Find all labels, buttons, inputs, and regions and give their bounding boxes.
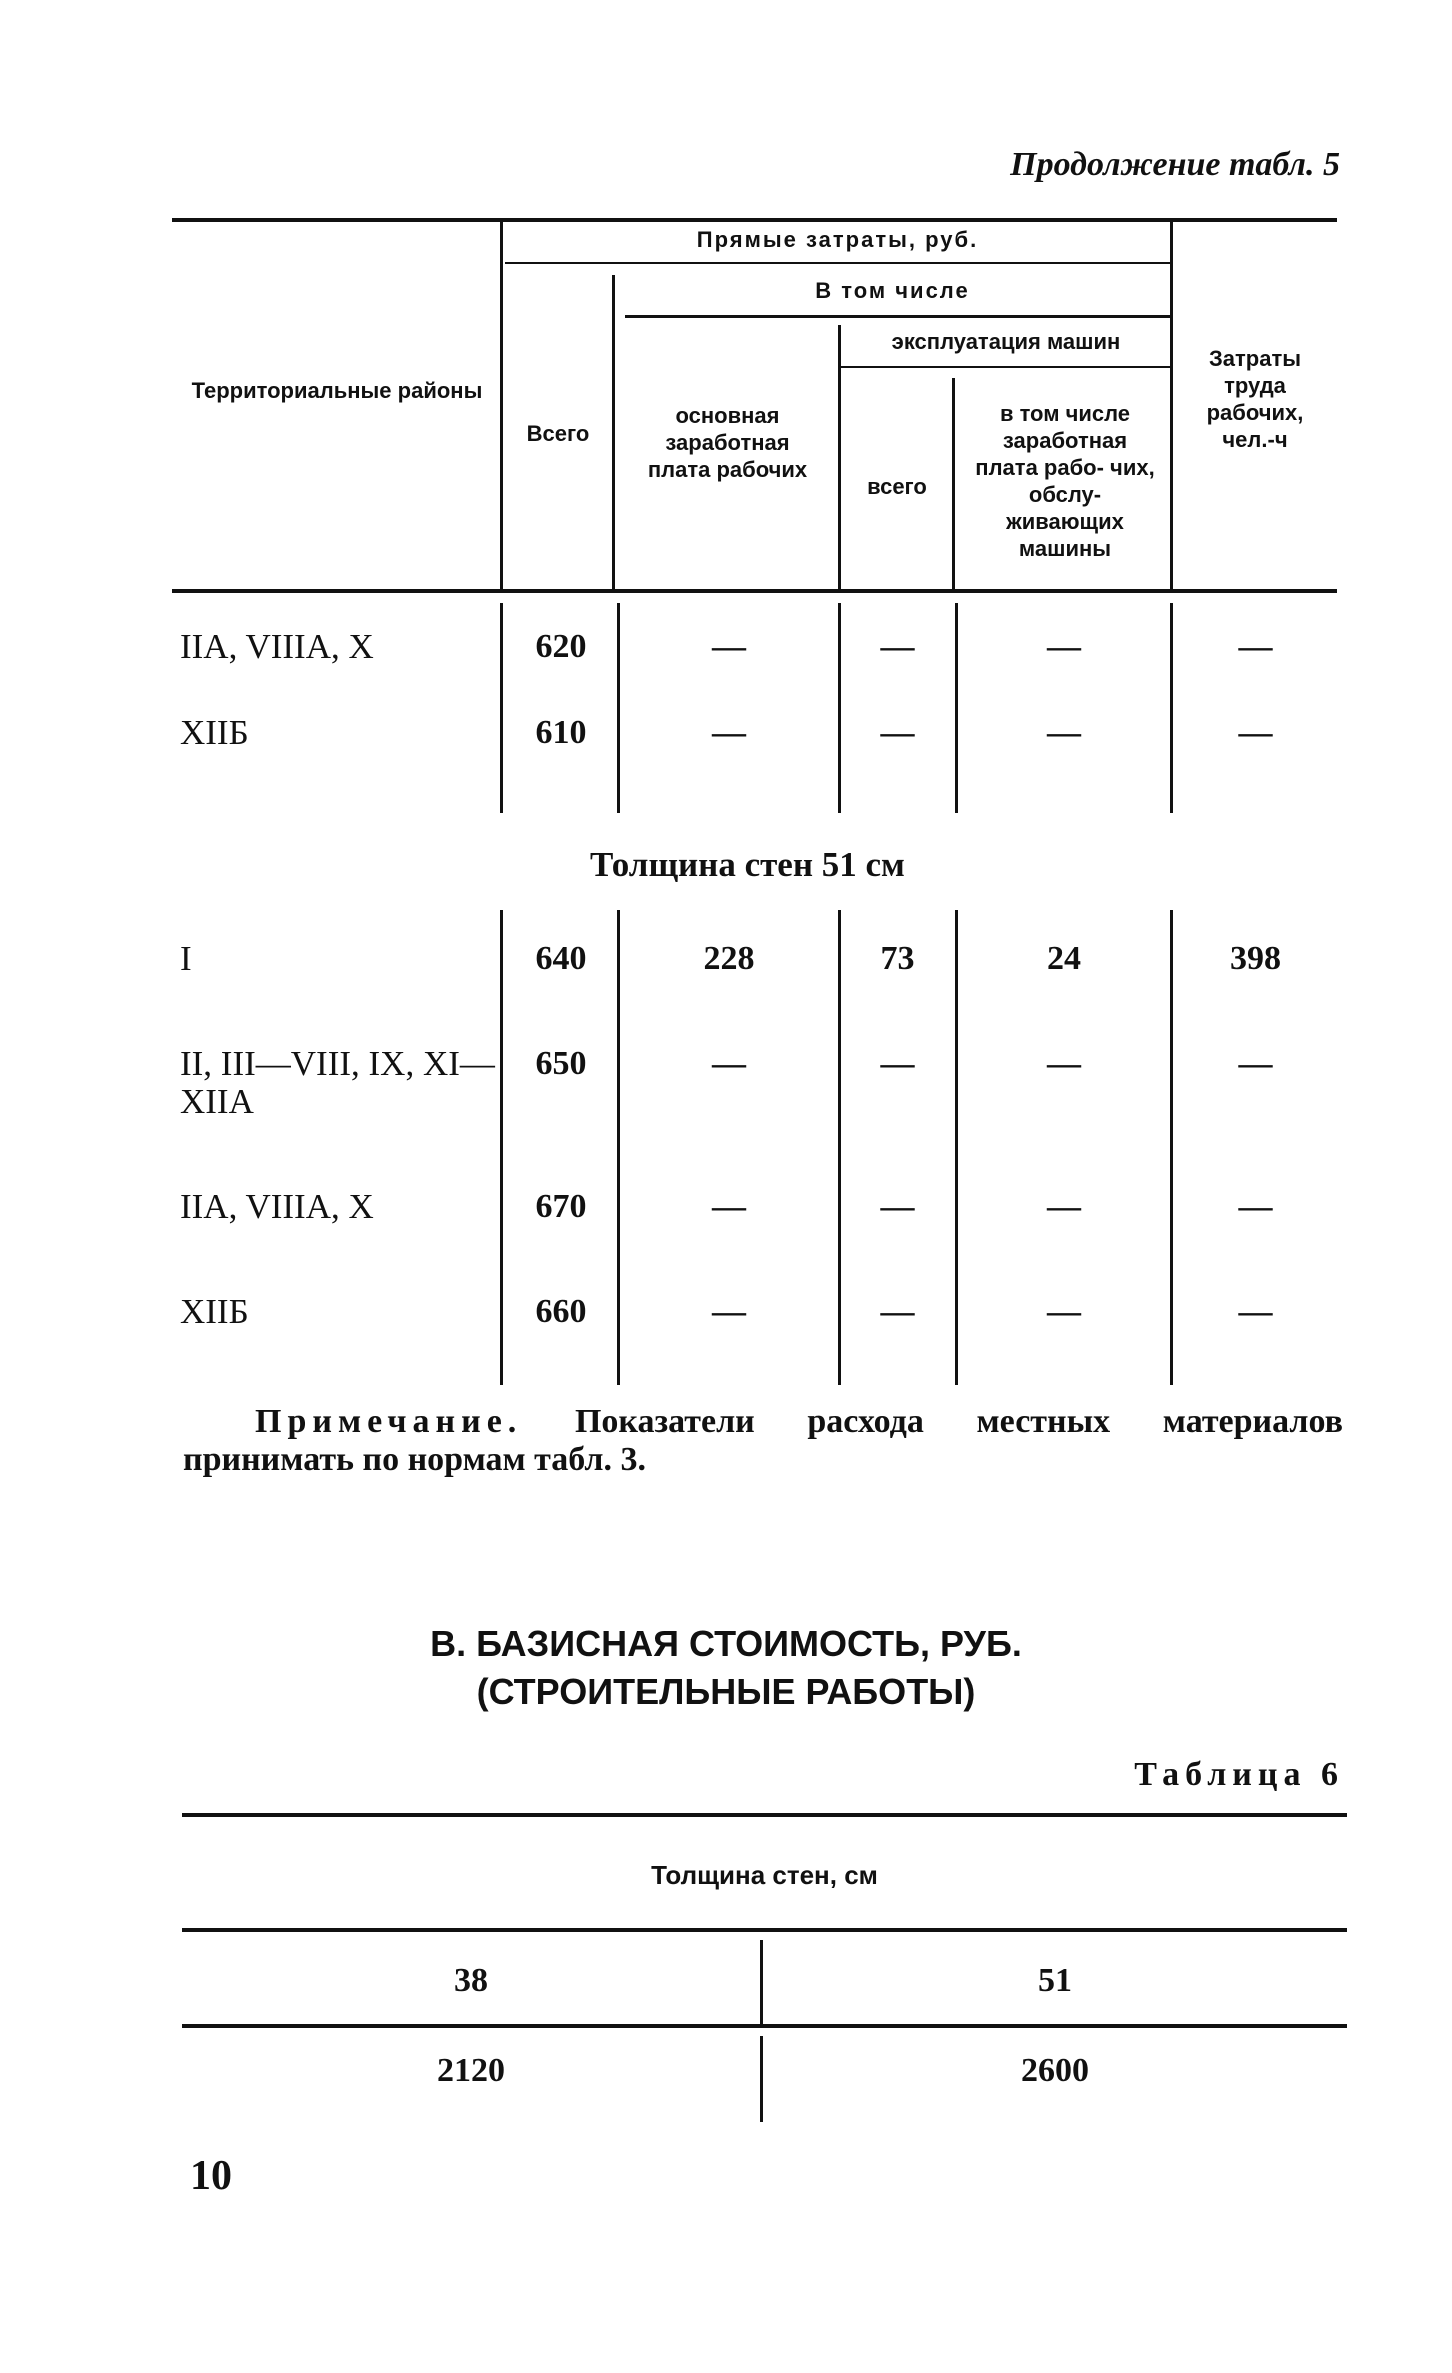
table-6-header: Толщина стен, см <box>651 1860 878 1890</box>
table-6-value-38: 2120 <box>437 2052 505 2089</box>
section-heading-line-1: В. БАЗИСНАЯ СТОИМОСТЬ, РУБ. <box>430 1623 1022 1664</box>
note-text: Показатели расхода местных материалов принимать по нормам табл. 3. <box>183 1403 1344 1478</box>
cell-total: 610 <box>535 714 587 751</box>
rule-under-including <box>625 315 1170 318</box>
table-row <box>0 1293 1452 1343</box>
table-row <box>0 714 1452 764</box>
cell-total: 620 <box>535 628 587 665</box>
header-vline-4 <box>952 378 955 590</box>
cell-machine-wage: — <box>1047 1293 1081 1330</box>
header-total: Всего <box>526 421 590 446</box>
cell-total: 640 <box>535 940 587 977</box>
table-6-header-rule <box>182 1928 1347 1932</box>
cell-base-wage: — <box>712 1293 746 1330</box>
table-6-mid-rule <box>182 2024 1347 2028</box>
page-number: 10 <box>190 2153 232 2199</box>
cell-total: 650 <box>535 1045 587 1082</box>
cell-labor: — <box>1238 1045 1273 1082</box>
cell-base-wage: — <box>712 714 746 751</box>
section-heading-line-2: (СТРОИТЕЛЬНЫЕ РАБОТЫ) <box>476 1671 976 1712</box>
cell-base-wage: — <box>712 1188 746 1225</box>
header-including: В том числе <box>815 278 970 303</box>
header-base-wage: основная заработная плата рабочих <box>647 403 808 482</box>
cell-machine-wage: — <box>1047 628 1081 665</box>
rule-under-machine-operation <box>840 366 1170 368</box>
cell-labor: 398 <box>1230 940 1281 977</box>
row-region: XIIБ <box>180 713 249 752</box>
cell-machine-total: 73 <box>880 940 915 977</box>
cell-machine-total: — <box>880 1293 915 1330</box>
cell-base-wage: — <box>712 628 746 665</box>
cell-machine-wage: — <box>1047 714 1081 751</box>
header-machine-wage: в том числе заработная плата рабо- чих, обслу- живающих машины <box>975 401 1155 561</box>
header-vline-3 <box>838 325 841 590</box>
table-6-top-rule <box>182 1813 1347 1817</box>
header-vline-5 <box>1170 220 1173 590</box>
header-vline-2 <box>612 275 615 590</box>
header-direct-costs: Прямые затраты, руб. <box>696 227 979 252</box>
header-machine-total: всего <box>867 474 927 499</box>
row-region: IIA, VIIIA, X <box>180 1187 374 1226</box>
row-region: II, III—VIII, IX, XI—XIIA <box>180 1044 495 1121</box>
header-bottom-rule <box>172 589 1337 593</box>
cell-base-wage: — <box>712 1045 746 1082</box>
row-region: I <box>180 939 192 978</box>
table-row <box>0 1188 1452 1238</box>
table-6-col-38: 38 <box>454 1962 488 1999</box>
header-machine-operation: эксплуатация машин <box>891 329 1121 354</box>
table-row <box>0 940 1452 990</box>
table-6-col-51: 51 <box>1038 1962 1072 1999</box>
cell-total: 660 <box>535 1293 587 1330</box>
note-label: Примечание. <box>255 1403 523 1440</box>
cell-labor: — <box>1238 1293 1273 1330</box>
table-6-caption: Таблица 6 <box>1134 1756 1344 1793</box>
cell-machine-wage: — <box>1047 1045 1081 1082</box>
row-region: XIIБ <box>180 1292 249 1331</box>
note <box>183 1403 1343 1479</box>
rule-under-direct-costs <box>505 262 1170 264</box>
cell-labor: — <box>1238 628 1273 665</box>
header-territorial-regions: Территориальные районы <box>191 378 483 403</box>
cell-machine-wage: — <box>1047 1188 1081 1225</box>
cell-machine-total: — <box>880 628 915 665</box>
table-6-value-51: 2600 <box>1021 2052 1089 2089</box>
section-heading <box>0 1620 1452 1716</box>
cell-machine-total: — <box>880 714 915 751</box>
cell-labor: — <box>1238 1188 1273 1225</box>
header-vline-1 <box>500 220 503 590</box>
cell-total: 670 <box>535 1188 587 1225</box>
table-row <box>0 628 1452 678</box>
header-labor-costs: Затраты труда рабочих, чел.-ч <box>1206 346 1304 452</box>
table-top-rule <box>172 218 1337 222</box>
table-row <box>0 1045 1452 1125</box>
row-region: IIA, VIIIA, X <box>180 627 374 666</box>
wall-thickness-section-title: Толщина стен 51 см <box>590 845 905 884</box>
cell-machine-total: — <box>880 1188 915 1225</box>
cell-base-wage: 228 <box>703 940 755 977</box>
cell-machine-total: — <box>880 1045 915 1082</box>
continuation-caption: Продолжение табл. 5 <box>1010 146 1340 183</box>
cell-labor: — <box>1238 714 1273 751</box>
cell-machine-wage: 24 <box>1047 940 1081 977</box>
